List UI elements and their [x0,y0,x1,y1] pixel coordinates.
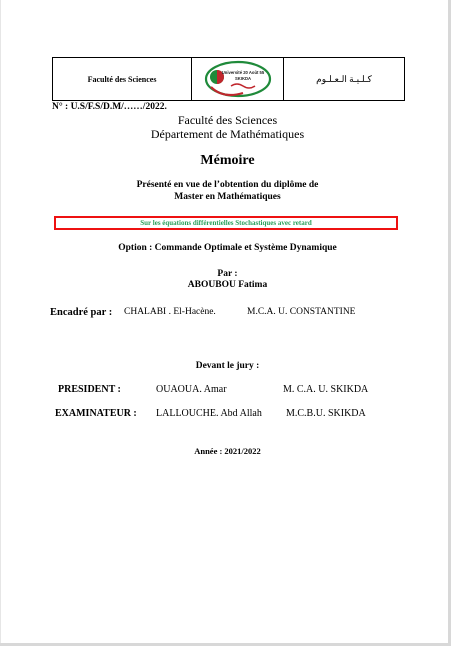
svg-text:SKIKDA: SKIKDA [234,76,251,81]
jury-role-examinateur: EXAMINATEUR : [55,408,137,419]
header-table [52,57,405,101]
svg-text:Université 20 Août 55: Université 20 Août 55 [221,70,264,75]
header-faculty-fr: Faculté des Sciences [53,58,192,100]
header-logo-cell [192,58,284,100]
supervisor-grade: M.C.A. U. CONSTANTINE [247,307,356,317]
header-faculty-ar: كـلـيـة الـعـلـوم [316,73,372,84]
university-logo-icon [203,59,273,99]
jury-name-examinateur: LALLOUCHE. Abd Allah [156,408,262,419]
page-left-border [0,0,1,646]
supervisor-label: Encadré par : [50,307,113,318]
jury-role-president: PRESIDENT : [58,384,121,395]
page-right-shadow [448,0,451,646]
reference-number: N° : U.S/F.S/D.M/……/2022. [52,102,167,112]
thesis-title-box [54,216,398,230]
academic-year: Année : 2021/2022 [194,446,261,456]
jury-heading: Devant le jury : [195,361,260,371]
par-label: Par : [217,269,238,279]
document-type: Mémoire [200,153,255,168]
supervisor-name: CHALABI . El-Hacène. [124,307,216,317]
author-name: ABOUBOU Fatima [187,280,268,290]
jury-affiliation-president: M. C.A. U. SKIKDA [283,384,369,395]
thesis-title: Sur les équations différentielles Stochastiques avec retard [140,219,312,227]
department-name: Département de Mathématiques [150,127,305,141]
purpose-line-2: Master en Mathématiques [174,192,281,202]
faculty-name: Faculté des Sciences [177,113,278,127]
purpose-line-1: Présenté en vue de l’obtention du diplôme de [136,180,319,190]
jury-name-president: OUAOUA. Amar [156,384,227,395]
jury-affiliation-examinateur: M.C.B.U. SKIKDA [286,408,366,419]
option-line: Option : Commande Optimale et Système Dynamique [118,243,337,253]
